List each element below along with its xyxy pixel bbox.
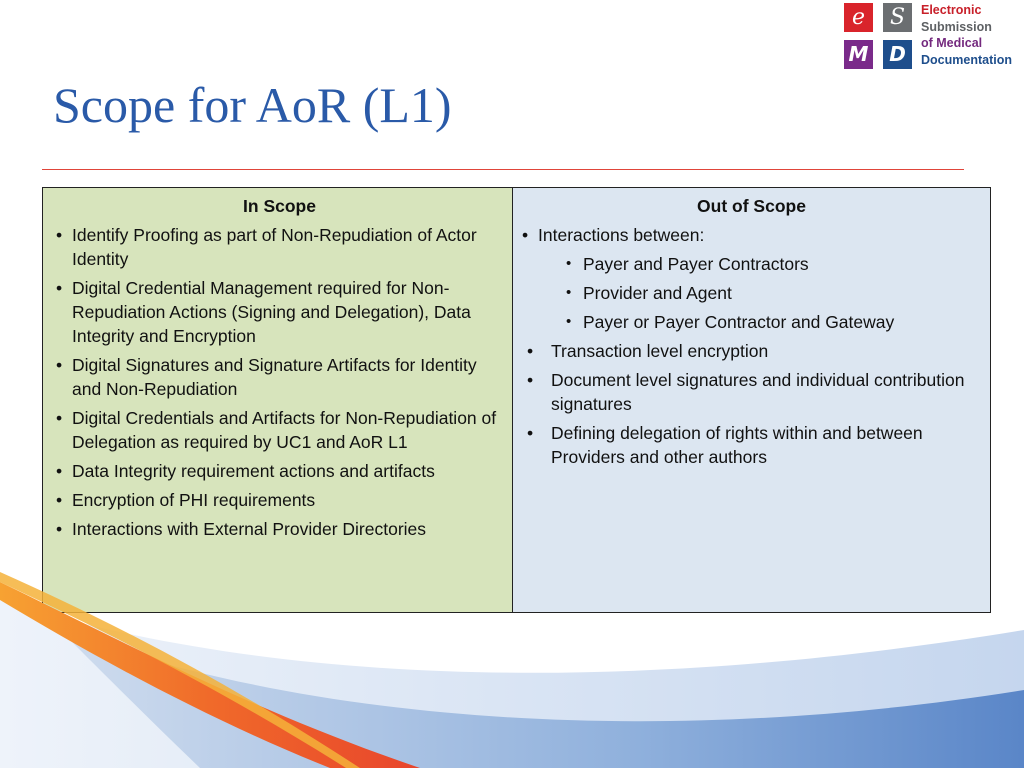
- in-scope-item: • Identify Proofing as part of Non-Repudiation of Actor Identity: [55, 223, 504, 271]
- out-of-scope-heading: Out of Scope: [697, 196, 806, 216]
- in-scope-item: • Encryption of PHI requirements: [55, 488, 504, 512]
- in-scope-list: [55, 223, 504, 541]
- out-of-scope-column: [513, 188, 990, 612]
- in-scope-heading: In Scope: [243, 196, 316, 216]
- logo-tile-s: S: [883, 3, 912, 32]
- decorative-swoosh: [0, 560, 1024, 768]
- in-scope-item: • Digital Credentials and Artifacts for Non-Repudiation of Delegation as required by UC1 and AoR L1: [55, 406, 504, 454]
- in-scope-item: • Data Integrity requirement actions and artifacts: [55, 459, 504, 483]
- out-of-scope-item: • Transaction level encryption: [521, 339, 982, 363]
- interactions-subitem: • Payer or Payer Contractor and Gateway: [566, 310, 982, 334]
- out-of-scope-item: • Defining delegation of rights within and between Providers and other authors: [521, 421, 982, 469]
- scope-table: [42, 187, 991, 613]
- interactions-label: Interactions between:: [538, 225, 705, 245]
- logo-line-electronic: Electronic: [921, 3, 982, 17]
- logo-tile-d: D: [883, 40, 912, 69]
- in-scope-item: • Digital Signatures and Signature Artifacts for Identity and Non-Repudiation: [55, 353, 504, 401]
- slide-title: Scope for AoR (L1): [53, 77, 452, 133]
- out-of-scope-item-interactions: [521, 223, 982, 334]
- out-of-scope-item: • Document level signatures and individual contribution signatures: [521, 368, 982, 416]
- logo-tile-e: e: [844, 3, 873, 32]
- logo-tile-m: M: [844, 40, 873, 69]
- in-scope-item: • Interactions with External Provider Directories: [55, 517, 504, 541]
- logo-line-medical: of Medical: [921, 36, 983, 50]
- in-scope-item: • Digital Credential Management required for Non-Repudiation Actions (Signing and Delegation), Data Integrity and Encryption: [55, 276, 504, 348]
- in-scope-column: [43, 188, 513, 612]
- logo-line-submission: Submission: [921, 19, 992, 34]
- interactions-sublist: [538, 252, 982, 334]
- esmd-logo: [842, 2, 1022, 70]
- logo-wordmark: [921, 2, 1012, 68]
- out-of-scope-list: [521, 223, 982, 469]
- interactions-subitem: • Payer and Payer Contractors: [566, 252, 982, 276]
- logo-line-documentation: Documentation: [921, 52, 1012, 67]
- title-divider: [42, 169, 964, 170]
- interactions-subitem: • Provider and Agent: [566, 281, 982, 305]
